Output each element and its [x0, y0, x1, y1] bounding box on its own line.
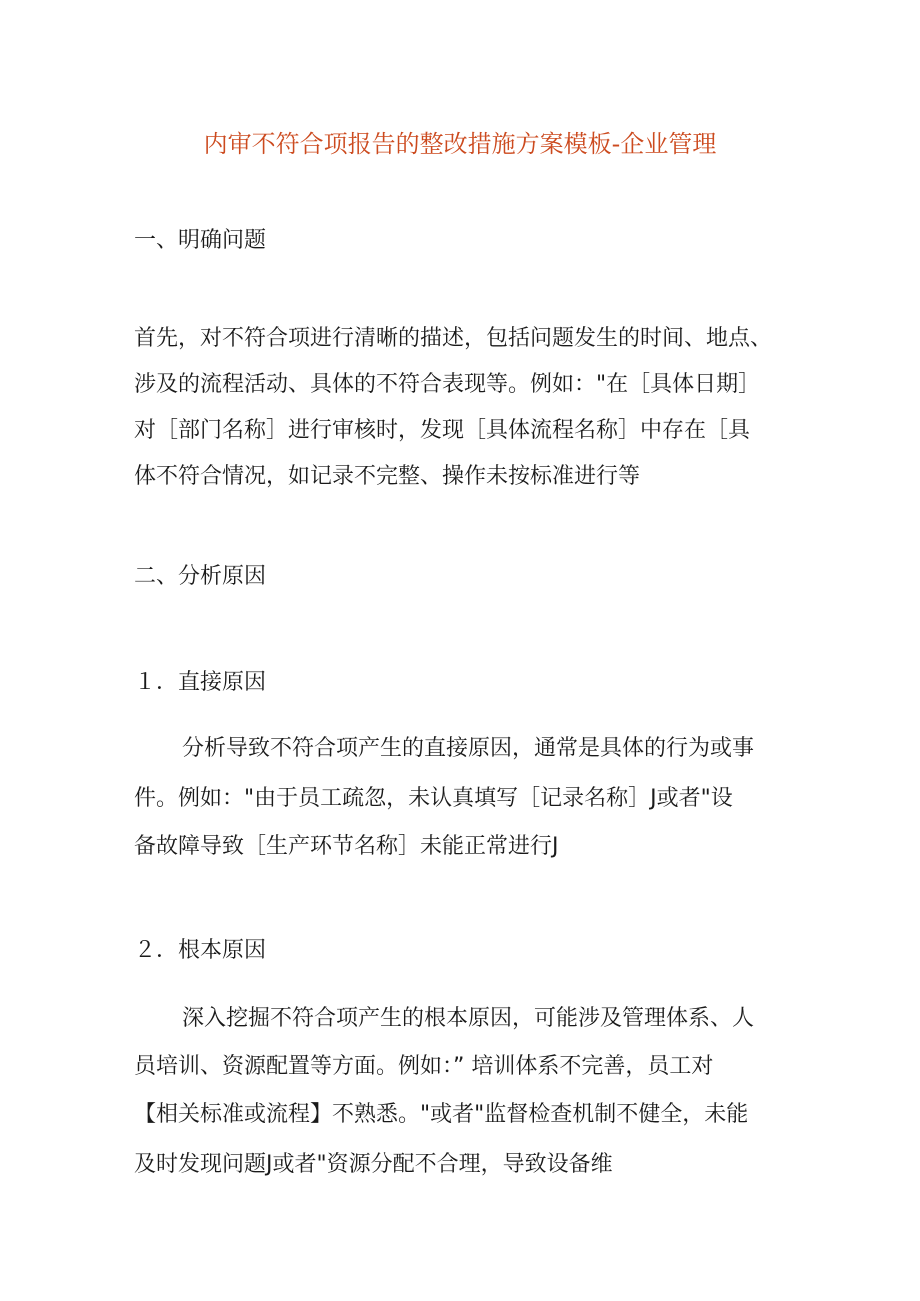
section-heading-analyze-causes: 二、分析原因	[134, 564, 267, 589]
paragraph-line: 涉及的流程活动、具体的不符合表现等。例如："在［具体日期］	[134, 372, 761, 397]
section-heading-clarify-problem: 一、明确问题	[134, 228, 267, 253]
paragraph-line: 件。例如："由于员工疏忽，未认真填写［记录名称］J或者"设	[134, 786, 733, 811]
paragraph-line: 备故障导致［生产环节名称］未能正常进行J	[134, 834, 559, 859]
paragraph-line: 首先，对不符合项进行清晰的描述，包括问题发生的时间、地点、	[134, 326, 773, 351]
paragraph-line: 体不符合情况，如记录不完整、操作未按标准进行等	[134, 464, 641, 489]
paragraph-line: 深入挖掘不符合项产生的根本原因，可能涉及管理体系、人	[182, 1006, 755, 1031]
paragraph-line: 及时发现问题J或者"资源分配不合理，导致设备维	[134, 1152, 613, 1177]
paragraph-line: 员培训、资源配置等方面。例如：” 培训体系不完善，员工对	[134, 1054, 714, 1079]
paragraph-line: 分析导致不符合项产生的直接原因，通常是具体的行为或事	[182, 736, 755, 761]
subsection-heading-root-cause: ２．根本原因	[134, 938, 267, 963]
document-title: 内审不符合项报告的整改措施方案模板-企业管理	[203, 130, 717, 158]
subsection-heading-direct-cause: １．直接原因	[134, 670, 267, 695]
paragraph-line: 【相关标准或流程】不熟悉。"或者"监督检查机制不健全，未能	[134, 1102, 749, 1127]
paragraph-line: 对［部门名称］进行审核时，发现［具体流程名称］中存在［具	[134, 418, 751, 443]
